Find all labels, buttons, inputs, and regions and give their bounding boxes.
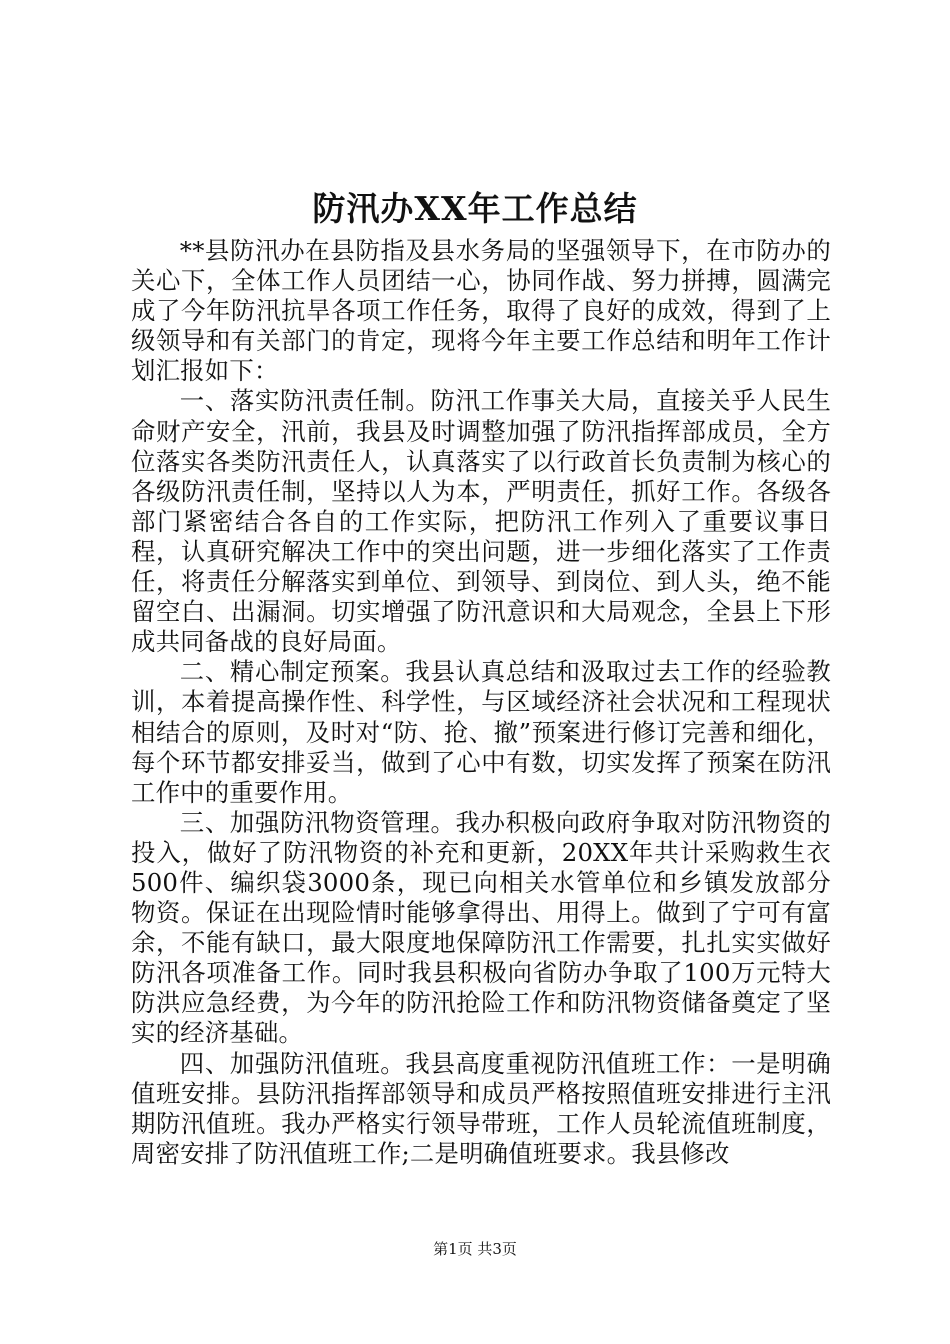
page-footer (0, 1238, 950, 1260)
paragraph-responsibility: 一、落实防汛责任制。防汛工作事关大局，直接关乎人民生命财产安全，汛前，我县及时调整加强了防汛指挥部成员，全方位落实各类防汛责任人，认真落实了以行政首长负责制为核心的各级防汛责任制，坚持以人为本，严明责任，抓好工作。各级各部门紧密结合各自的工作实际，把防汛工作列入了重要议事日程，认真研究解决工作中的突出问题，进一步细化落实了工作责任，将责任分解落实到单位、到领导、到岗位、到人头，绝不能留空白、出漏洞。切实增强了防汛意识和大局观念，全县上下形成共同备战的良好局面。 (131, 386, 831, 657)
paragraph-duty: 四、加强防汛值班。我县高度重视防汛值班工作：一是明确值班安排。县防汛指挥部领导和成员严格按照值班安排进行主汛期防汛值班。我办严格实行领导带班，工作人员轮流值班制度，周密安排了防汛值班工作;二是明确值班要求。我县修改 (131, 1048, 831, 1168)
document-body (131, 236, 831, 1169)
page-indicator: 第1页 共3页 (433, 1240, 517, 1258)
document-title: 防汛办XX年工作总结 (312, 189, 638, 228)
paragraph-contingency-plan: 二、精心制定预案。我县认真总结和汲取过去工作的经验教训，本着提高操作性、科学性，与区域经济社会状况和工程现状相结合的原则，及时对“防、抢、撤”预案进行修订完善和细化，每个环节都安排妥当，做到了心中有数，切实发挥了预案在防汛工作中的重要作用。 (131, 657, 831, 807)
paragraph-intro: **县防汛办在县防指及县水务局的坚强领导下，在市防办的关心下，全体工作人员团结一心，协同作战、努力拼搏，圆满完成了今年防汛抗旱各项工作任务，取得了良好的成效，得到了上级领导和有关部门的肯定，现将今年主要工作总结和明年工作计划汇报如下： (131, 236, 831, 386)
paragraph-materials: 三、加强防汛物资管理。我办积极向政府争取对防汛物资的投入，做好了防汛物资的补充和更新，20XX年共计采购救生衣500件、编织袋3000条，现已向相关水管单位和乡镇发放部分物资。保证在出现险情时能够拿得出、用得上。做到了宁可有富余，不能有缺口，最大限度地保障防汛工作需要，扎扎实实做好防汛各项准备工作。同时我县积极向省防办争取了100万元特大防洪应急经费，为今年的防汛抢险工作和防汛物资储备奠定了坚实的经济基础。 (131, 807, 831, 1048)
